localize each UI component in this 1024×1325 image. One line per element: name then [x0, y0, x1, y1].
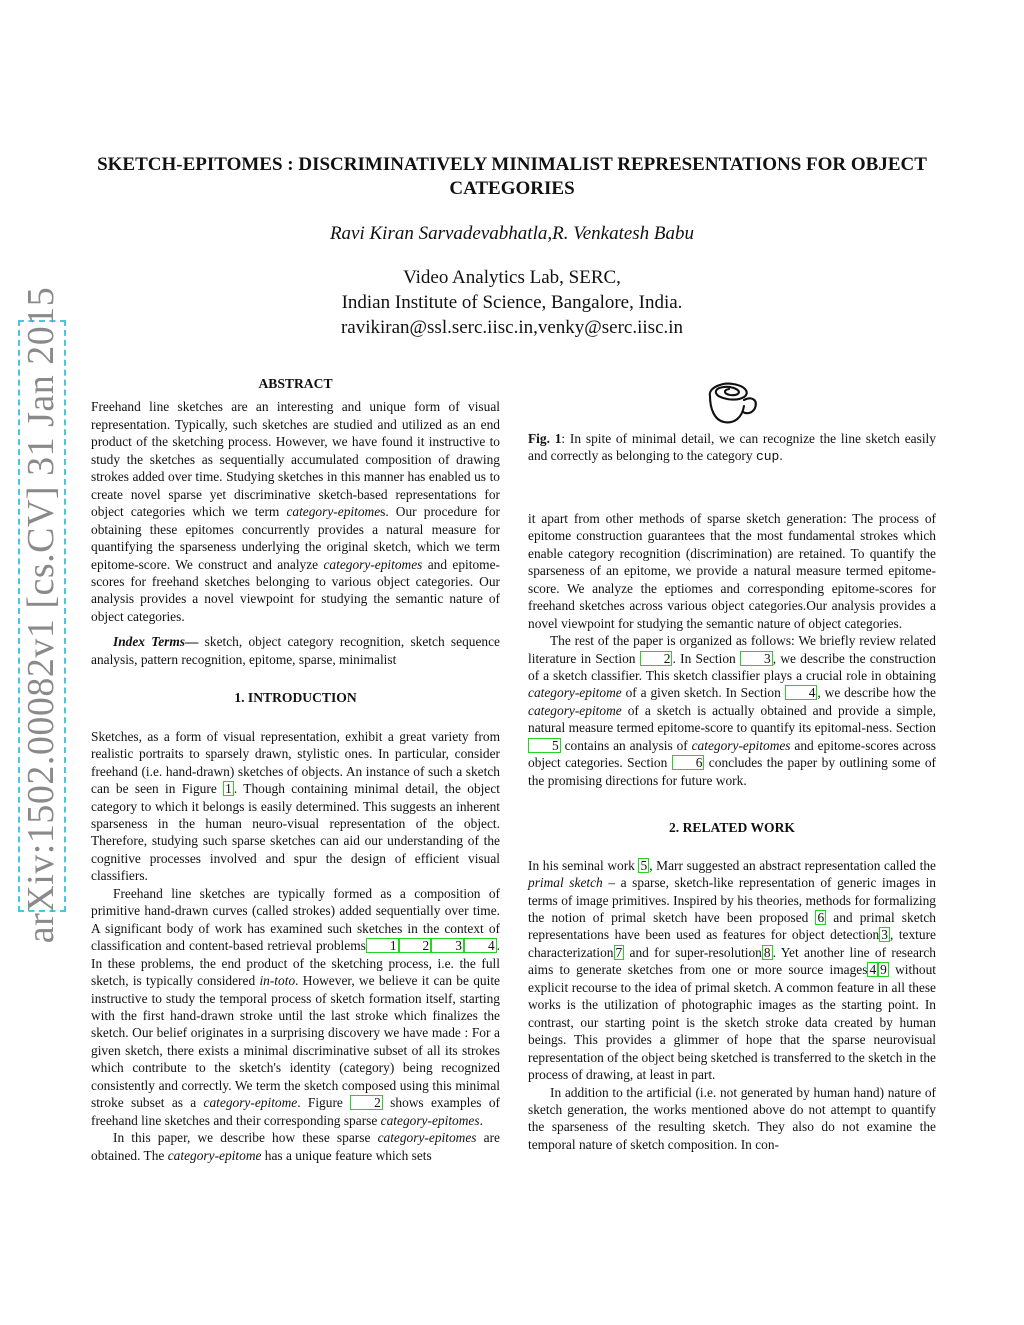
paper-title: SKETCH-EPITOMES : DISCRIMINATIVELY MINIMALIST REPRESENTATIONS FOR OBJECT CATEGORIES	[97, 154, 927, 199]
arxiv-identifier: arXiv:1502.00082v1 [cs.CV] 31 Jan 2015	[20, 286, 62, 944]
citation-link[interactable]: 9	[880, 962, 887, 978]
intro-paragraph-1: Sketches, as a form of visual representation, exhibit a great variety from realistic portraits to sparsely drawn, stylistic ones. In particular, consider freehand (i.e. hand-drawn) sketches of objects. An instance of such a sketch can be seen in Figure 1 . Though containing minimal detail, the object category to which it belongs is easily determined. This suggests an inherent sparseness in the human neuro-visual representation of the object. Therefore, studying such sparse sketches can aid our understanding of the cognitive processes involved and spur the design of efficient visual classifiers.	[91, 728, 500, 884]
index-terms: Index Terms— sketch, object category recognition, sketch sequence analysis, pattern recognition, epitome, sparse, minimalist	[91, 634, 500, 667]
citation-link[interactable]: 6	[817, 909, 825, 925]
citation-link[interactable]: 2	[399, 938, 432, 953]
citation-link[interactable]: 3	[881, 927, 888, 943]
related-paragraph-1: In his seminal work 5 , Marr suggested an abstract representation called the primal sketch – a sparse, sketch-like representation of generic images in terms of image primitives. Inspired by his theories, methods for formalizing the notion of primal sketch have been proposed 6 and primal sketch representations have been used as features for object detection 3 , texture characterization 7 and for super-resolution 8 . Yet another line of research aims to generate sketches from one or more source images 4 9 without explicit recourse to the idea of primal sketch. A common feature in all these works is the utilization of photographic images as the starting point. In contrast, our starting point is the sketch stroke data created by human beings. This provides a glimmer of hope that the sparse neurovisual representation of the object being sketched is transferred to the sketch in the process of drawing, at least in part.	[528, 857, 937, 1083]
intro-paragraph-2: Freehand line sketches are typically formed as a composition of primitive hand-drawn curves (called strokes) added sequentially over time. A significant body of work has examined such sketches in the context of classification and content-based retrieval problems 1 2 3 4 . In these problems, the end product of the sketching process, i.e. the full sketch, is typically considered in-toto. However, we believe it can be quite instructive to study the temporal process of sketch formation itself, starting with the first hand-drawn stroke until the last stroke which finalizes the sketch. Our belief originates in a surprising discovery we have made : For a given sketch, there exists a minimal discriminative subset of all its strokes which contribute to the sketch's identity (category) being recognized consistently and correctly. We term the sketch composed using this minimal stroke subset as a category-epitome. Figure 2 shows examples of freehand line sketches and their corresponding sparse category-epitomes.	[91, 885, 500, 1128]
affiliation-lab: Video Analytics Lab, SERC,	[403, 267, 621, 288]
citation-link[interactable]: 3	[431, 938, 464, 953]
section-ref-link[interactable]: 4	[785, 685, 818, 700]
figure-ref-link[interactable]: 1	[225, 781, 232, 797]
intro-paragraph-3: In this paper, we describe how these sparse category-epitomes are obtained. The category-epitome has a unique feature which sets	[91, 1130, 500, 1163]
related-work-heading: 2. RELATED WORK	[668, 820, 795, 836]
affiliation	[80, 265, 944, 340]
right-paragraph-2: The rest of the paper is organized as follows: We briefly review related literature in Section 2 . In Section 3 , we describe the construction of a sketch classifier. This sketch classifier plays a crucial role in obtaining category-epitome of a given sketch. In Section 4 , we describe how the category-epitome of a sketch is actually obtained and provide a simple, natural measure termed epitome-score to quantify its epitomal-ness. Section 5 contains an analysis of category-epitomes and epitome-scores across object categories. Section 6 concludes the paper by outlining some of the promising directions for future work.	[528, 633, 936, 788]
citation-link[interactable]: 8	[763, 944, 771, 960]
related-paragraph-2: In addition to the artificial (i.e. not generated by human hand) nature of sketch generation, the works mentioned above do not attempt to quantify the sparseness of the resulting sketch. They also do not examine the temporal nature of sketch composition. In con-	[528, 1084, 936, 1152]
citation-link[interactable]: 1	[366, 938, 399, 953]
abstract-heading: ABSTRACT	[258, 376, 333, 391]
figure-ref-link[interactable]: 2	[350, 1095, 383, 1110]
index-terms-label: Index Terms—	[113, 634, 199, 650]
section-ref-link[interactable]: 3	[740, 651, 773, 666]
citation-link[interactable]: 5	[640, 857, 648, 873]
right-paragraph-1: it apart from other methods of sparse sketch generation: The process of epitome construction guarantees that the most fundamental strokes which enable category recognition (discrimination) are retained. To quantify the sparseness of an epitome, we provide a natural measure termed epitome-score. We analyze the eptiomes and corresponding epitome-scores for freehand sketches across various object categories.Our analysis provides a novel viewpoint for studying the semantic nature of object categories.	[528, 510, 936, 631]
section-ref-link[interactable]: 2	[640, 651, 673, 666]
arxiv-sidebar	[10, 286, 72, 944]
figure-1	[528, 378, 936, 430]
figure-1-label: Fig. 1	[528, 431, 562, 446]
introduction-heading: 1. INTRODUCTION	[234, 690, 357, 706]
left-column	[91, 375, 500, 1164]
abstract-text: Freehand line sketches are an interesting and unique form of visual representation. Typically, such sketches are studied and utilized as an end product of the sketching process. However, we have found it instructive to study the sketches as sequentially accumulated composition of drawing strokes added over time. Studying sketches in this manner has enabled us to create novel sparse yet discriminative sketch-based representations for object categories which we term category-epitomes. Our procedure for obtaining these epitomes concurrently provides a natural measure for quantifying the sparseness underlying the original sketch, which we term epitome-score. We construct and analyze category-epitomes and epitome-scores for freehand sketches belonging to various object categories. Our analysis provides a novel viewpoint for studying the semantic nature of object categories.	[91, 399, 501, 624]
section-ref-link[interactable]: 5	[528, 738, 561, 753]
category-cup: cup	[755, 449, 780, 465]
right-column	[528, 378, 936, 1153]
paper-authors: Ravi Kiran Sarvadevabhatla,R. Venkatesh Babu	[329, 223, 695, 244]
figure-1-caption: Fig. 1: In spite of minimal detail, we can recognize the line sketch easily and correctly as belonging to the category cup.	[528, 431, 936, 465]
author-emails: ravikiran@ssl.serc.iisc.in,venky@serc.iisc.in	[340, 317, 684, 338]
section-ref-link[interactable]: 6	[672, 755, 705, 770]
citation-link[interactable]: 4	[464, 938, 497, 953]
affiliation-institute: Indian Institute of Science, Bangalore, India.	[341, 292, 683, 313]
citation-link[interactable]: 4	[869, 962, 877, 978]
citation-link[interactable]: 7	[615, 944, 623, 960]
cup-sketch-icon	[700, 378, 764, 426]
